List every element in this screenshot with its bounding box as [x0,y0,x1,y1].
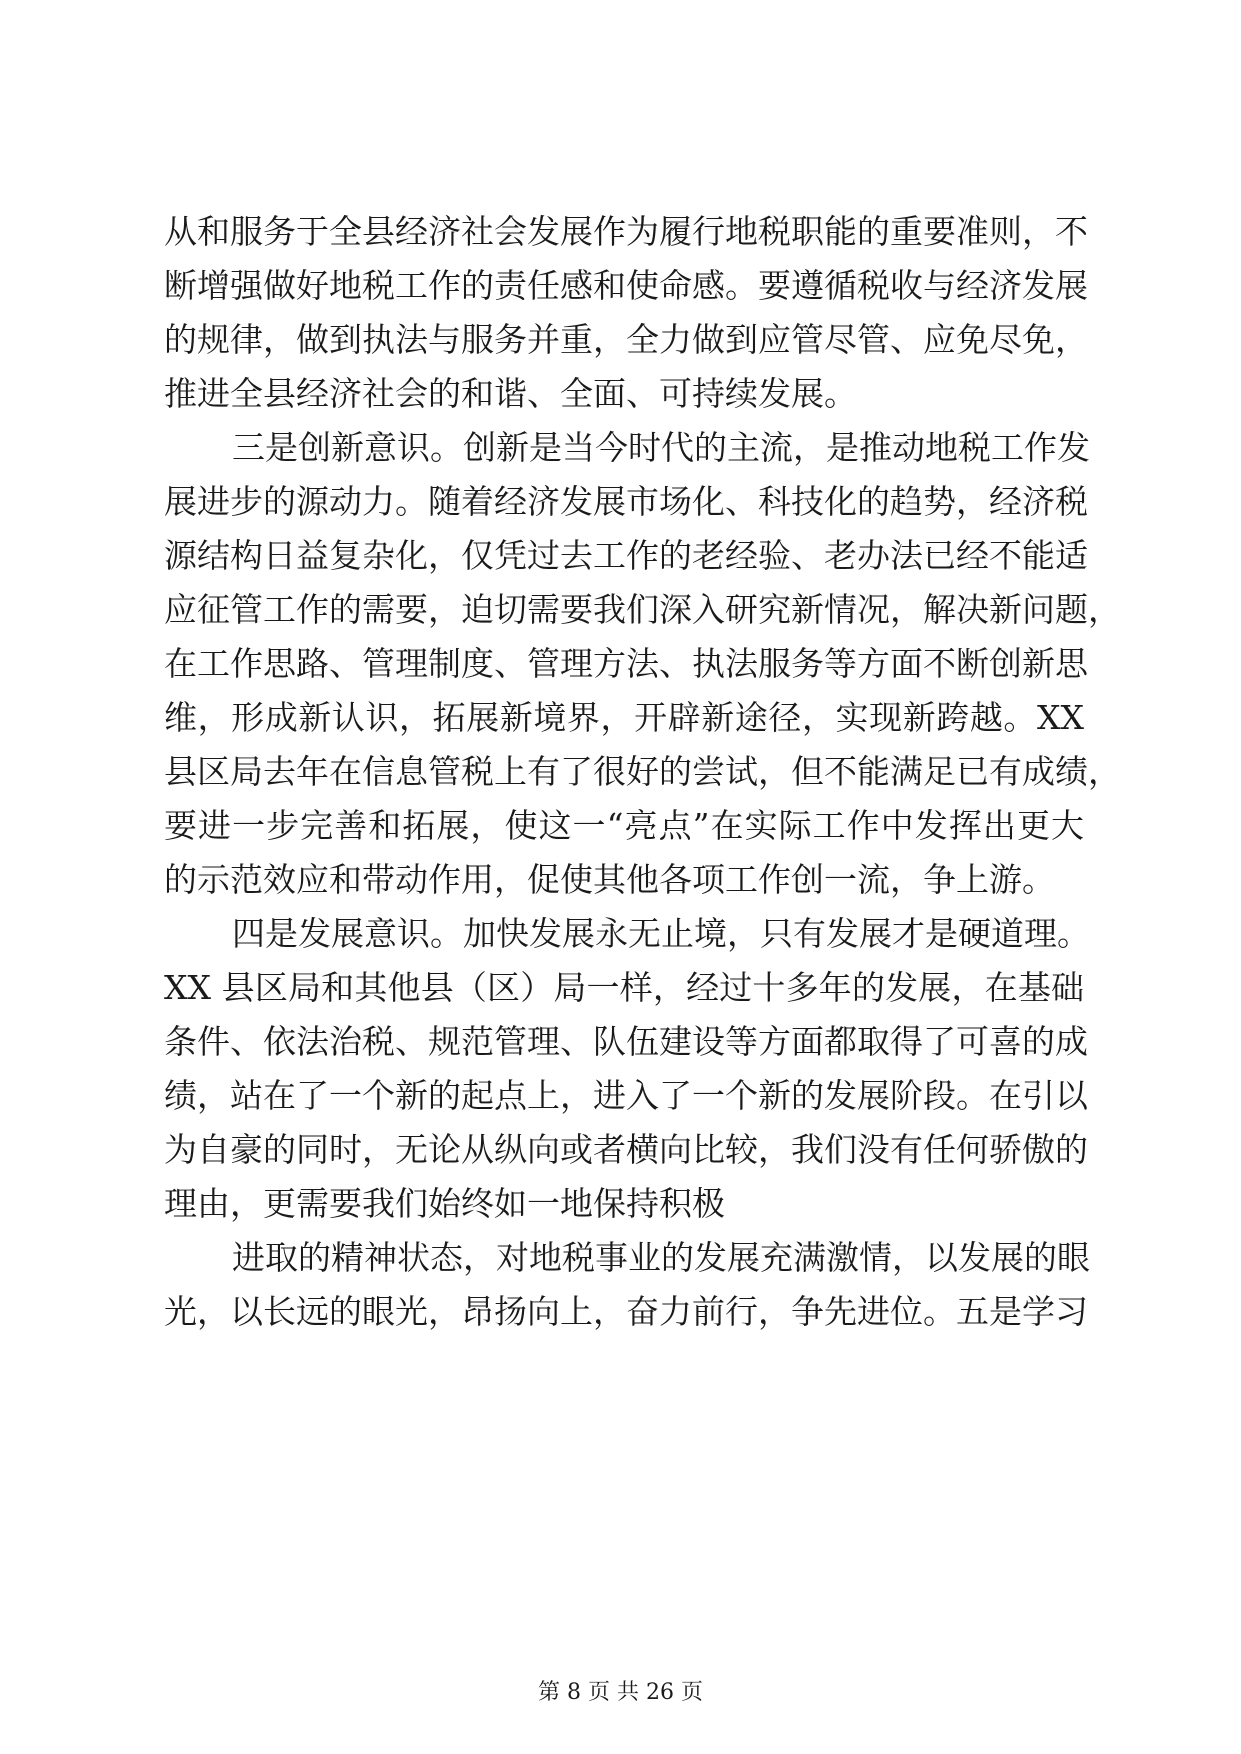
body-line: 光，以长远的眼光，昂扬向上，奋力前行，争先进位。五是学习 [164,1292,1088,1331]
paragraph-first-line: 四是发展意识。加快发展永无止境，只有发展才是硬道理。 [232,914,1090,953]
body-line: 条件、依法治税、规范管理、队伍建设等方面都取得了可喜的成 [164,1022,1088,1061]
body-line: 断增强做好地税工作的责任感和使命感。要遵循税收与经济发展 [164,266,1088,305]
paragraph-first-line: 三是创新意识。创新是当今时代的主流，是推动地税工作发 [232,428,1090,467]
body-line: 从和服务于全县经济社会发展作为履行地税职能的重要准则，不 [164,212,1088,251]
body-line: 的规律，做到执法与服务并重，全力做到应管尽管、应免尽免， [164,320,1088,359]
body-line: 理由，更需要我们始终如一地保持积极 [164,1184,725,1223]
body-line: 绩，站在了一个新的起点上，进入了一个新的发展阶段。在引以 [164,1076,1088,1115]
paragraph-first-line: 进取的精神状态，对地税事业的发展充满激情，以发展的眼 [232,1238,1090,1277]
body-line: 推进全县经济社会的和谐、全面、可持续发展。 [164,374,857,413]
body-line: 源结构日益复杂化，仅凭过去工作的老经验、老办法已经不能适 [164,536,1088,575]
body-line: 县区局去年在信息管税上有了很好的尝试，但不能满足已有成绩， [164,752,1121,791]
body-line: 的示范效应和带动作用，促使其他各项工作创一流，争上游。 [164,860,1055,899]
body-line: 为自豪的同时，无论从纵向或者横向比较，我们没有任何骄傲的 [164,1130,1088,1169]
body-line: 要进一步完善和拓展，使这一“亮点”在实际工作中发挥出更大 [164,806,1084,845]
page-footer: 第 8 页 共 26 页 [538,1680,703,1705]
body-line: XX 县区局和其他县（区）局一样，经过十多年的发展，在基础 [164,968,1084,1007]
body-line: 应征管工作的需要，迫切需要我们深入研究新情况，解决新问题， [164,590,1121,629]
body-line: 展进步的源动力。随着经济发展市场化、科技化的趋势，经济税 [164,482,1088,521]
body-line: 在工作思路、管理制度、管理方法、执法服务等方面不断创新思 [164,644,1088,683]
body-line: 维，形成新认识，拓展新境界，开辟新途径，实现新跨越。XX [164,698,1084,737]
